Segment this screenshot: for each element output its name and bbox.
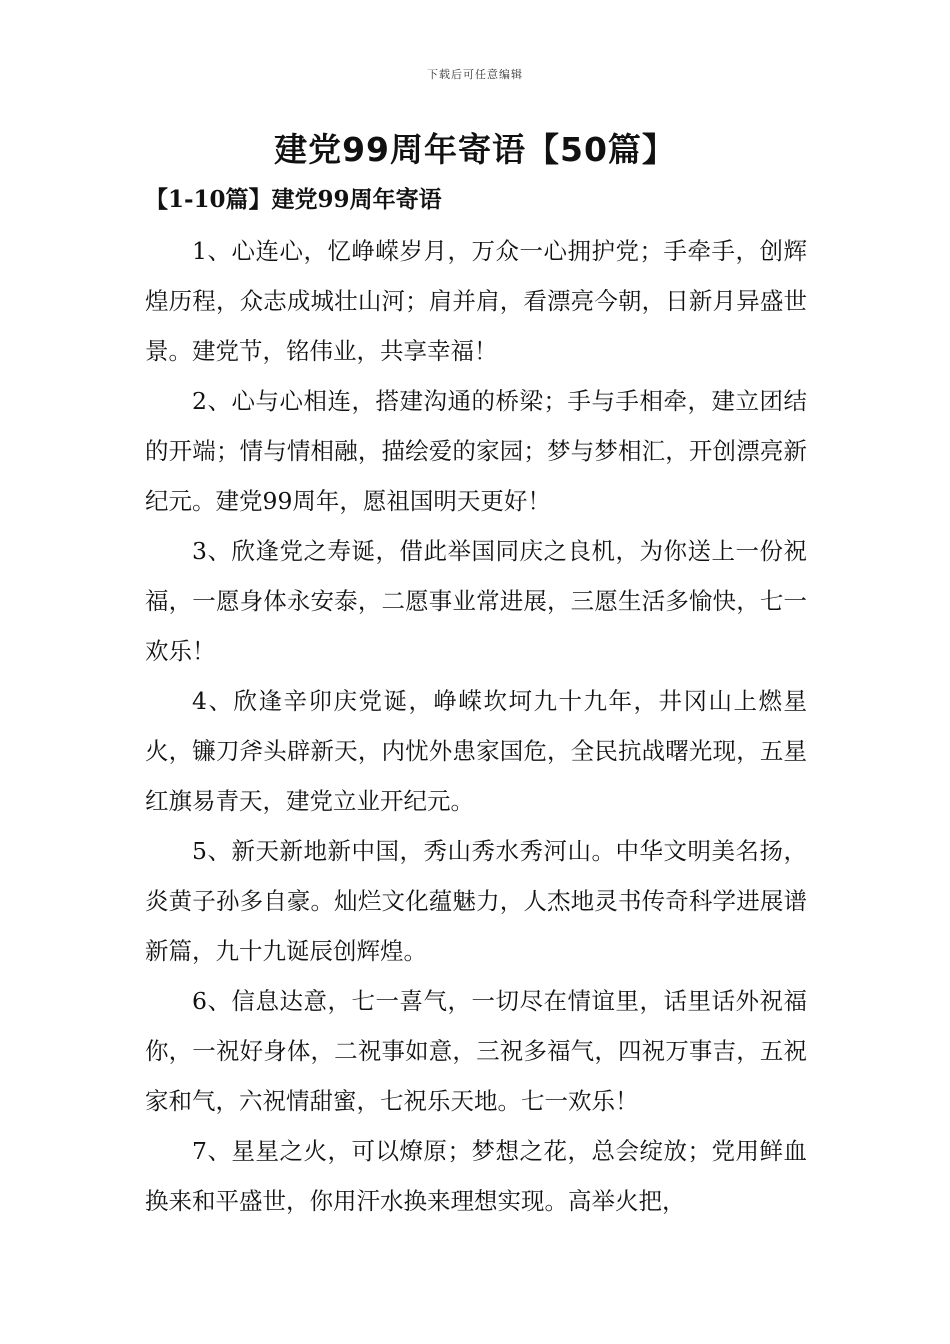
paragraph-7: 7、星星之火，可以燎原；梦想之花，总会绽放；党用鲜血换来和平盛世，你用汗水换来理想实现。高举火把，: [145, 1137, 807, 1215]
paragraph-4: 4、欣逢辛卯庆党诞，峥嵘坎坷九十九年，井冈山上燃星火，镰刀斧头辟新天，内忧外患家国危，全民抗战曙光现，五星红旗易青天，建党立业开纪元。: [145, 687, 807, 815]
paragraph-6: 6、信息达意，七一喜气，一切尽在情谊里，话里话外祝福你，一祝好身体，二祝事如意，三祝多福气，四祝万事吉，五祝家和气，六祝情甜蜜，七祝乐天地。七一欢乐！: [145, 987, 807, 1115]
header-note: 下载后可任意编辑: [427, 68, 523, 81]
section-heading: 【1-10篇】建党99周年寄语: [145, 186, 442, 213]
document-body: [145, 226, 807, 1226]
paragraph-1: 1、心连心，忆峥嵘岁月，万众一心拥护党；手牵手，创辉煌历程，众志成城壮山河；肩并肩，看漂亮今朝，日新月异盛世景。建党节，铭伟业，共享幸福！: [145, 237, 807, 365]
paragraph-3: 3、欣逢党之寿诞，借此举国同庆之良机，为你送上一份祝福，一愿身体永安泰，二愿事业常进展，三愿生活多愉快，七一欢乐！: [145, 537, 807, 665]
paragraph-2: 2、心与心相连，搭建沟通的桥梁；手与手相牵，建立团结的开端；情与情相融，描绘爱的家园；梦与梦相汇，开创漂亮新纪元。建党99周年，愿祖国明天更好！: [145, 387, 807, 515]
document-title: 建党99周年寄语【50篇】: [274, 130, 676, 169]
paragraph-5: 5、新天新地新中国，秀山秀水秀河山。中华文明美名扬，炎黄子孙多自豪。灿烂文化蕴魅力，人杰地灵书传奇科学进展谱新篇，九十九诞辰创辉煌。: [145, 837, 807, 965]
